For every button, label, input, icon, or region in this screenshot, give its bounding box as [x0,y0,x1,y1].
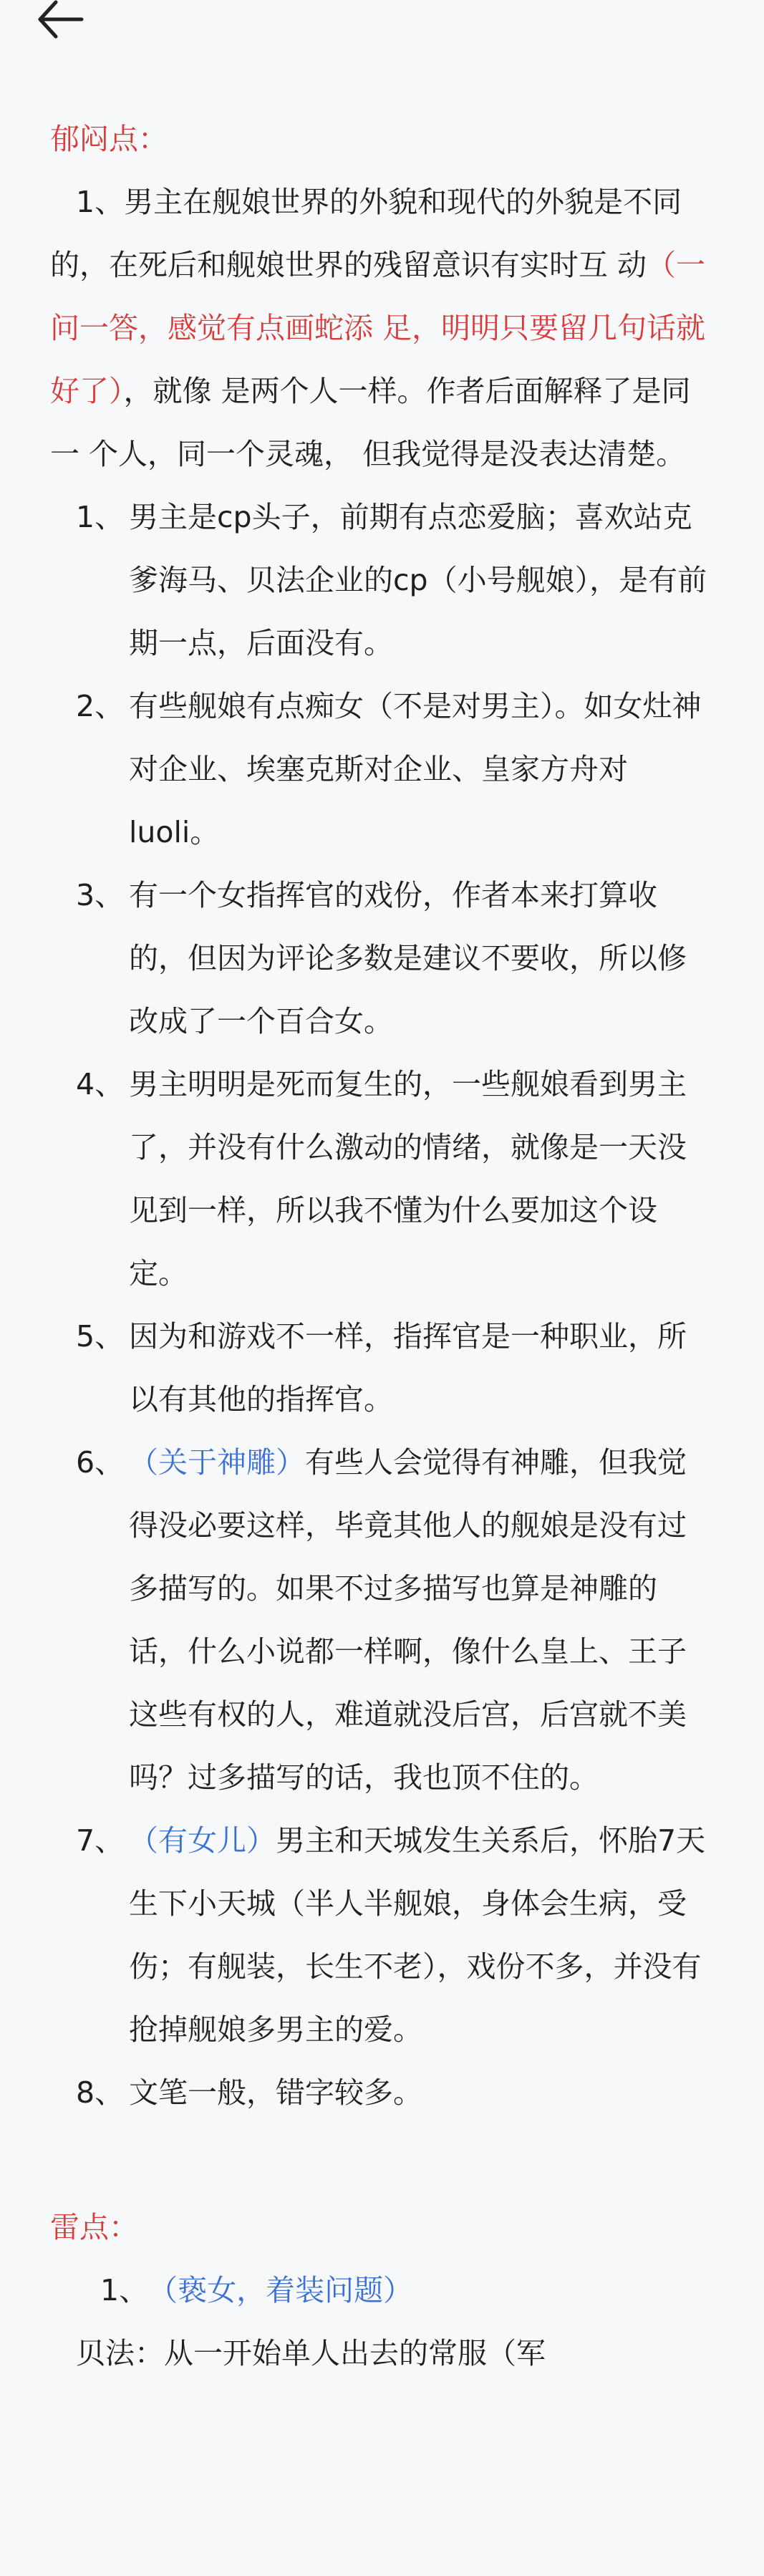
intro-text-end: ，就像 是两个人一样。作者后面解释了是同一 个人，同一个灵魂， 但我觉得是没表达清楚。 [50,374,691,471]
item-number: 7、 [76,1823,125,1858]
back-button[interactable] [32,0,110,52]
list-item [50,1431,714,1809]
item-number: 1、 [100,2273,149,2307]
item-number: 5、 [76,1319,125,1354]
item-text: 有一个女指挥官的戏份，作者本来打算收的，但因为评论多数是建议不要收，所以修改成了一个百合女。 [129,878,687,1038]
item-text: 男主明明是死而复生的，一些舰娘看到男主了，并没有什么激动的情绪，就像是一天没见到一样，所以我不懂为什么要加这个设定。 [129,1067,687,1291]
section-title-gripes: 郁闷点： [50,122,168,156]
item-number: 1、 [76,500,125,534]
intro-text-start: 1、男主在舰娘世界的外貌和现代的外貌是不同的，在死后和舰娘世界的残留意识有实时互 动 [50,185,682,282]
item-number: 8、 [76,2075,125,2110]
section-spacer [50,2124,714,2196]
item-text: 男主是cp头子，前期有点恋爱脑；喜欢站克爹海马、贝法企业的cp（小号舰娘），是有前期一点，后面没有。 [129,500,707,660]
item-text: （关于神雕）有些人会觉得有神雕，但我觉得没必要这样，毕竟其他人的舰娘是没有过多描写的。如果不过多描写也算是神雕的话，什么小说都一样啊，像什么皇上、王子这些有权的人，难道就没后宫，后宫就不美吗？过多描写的话，我也顶不住的。 [129,1445,687,1795]
list-item [50,1809,714,2061]
item-tag-shendiao: （关于神雕） [129,1445,305,1480]
item-text: 因为和游戏不一样，指挥官是一种职业，所以有其他的指挥官。 [129,1319,687,1417]
item-number: 4、 [76,1067,125,1101]
list-item [50,1053,714,1305]
body-line: 贝法：从一开始单人出去的常服（军 [76,2336,546,2370]
list-item [50,486,714,675]
item-tag-outfit: （亵女，着装问题） [148,2273,413,2307]
item-text: 有些舰娘有点痴女（不是对男主）。如女灶神对企业、埃塞克斯对企业、皇家方舟对luoli。 [129,689,702,849]
list-item [50,2259,714,2322]
top-bar [0,0,764,79]
intro-red-note: （一问一答，感觉有点画蛇添 足，明明只要留几句话就好了） [50,248,706,408]
section-title-landmines: 雷点： [50,2210,138,2244]
list-item [50,1305,714,1431]
list-item [50,864,714,1053]
item-text: （有女儿）男主和天城发生关系后，怀胎7天生下小天城（半人半舰娘，身体会生病，受伤；有舰装，长生不老），戏份不多，并没有抢掉舰娘多男主的爱。 [129,1823,706,2047]
item-number: 2、 [76,689,125,723]
gripe-list [50,486,714,2124]
item-tag-daughter: （有女儿） [129,1823,276,1858]
item-text: 文笔一般，错字较多。 [129,2075,422,2110]
item-number: 3、 [76,878,125,912]
item-number: 6、 [76,1445,125,1480]
list-item [50,2061,714,2124]
intro-paragraph [50,170,714,486]
list-item [50,675,714,864]
arrow-left-icon [32,0,89,48]
article-content [50,107,714,2385]
